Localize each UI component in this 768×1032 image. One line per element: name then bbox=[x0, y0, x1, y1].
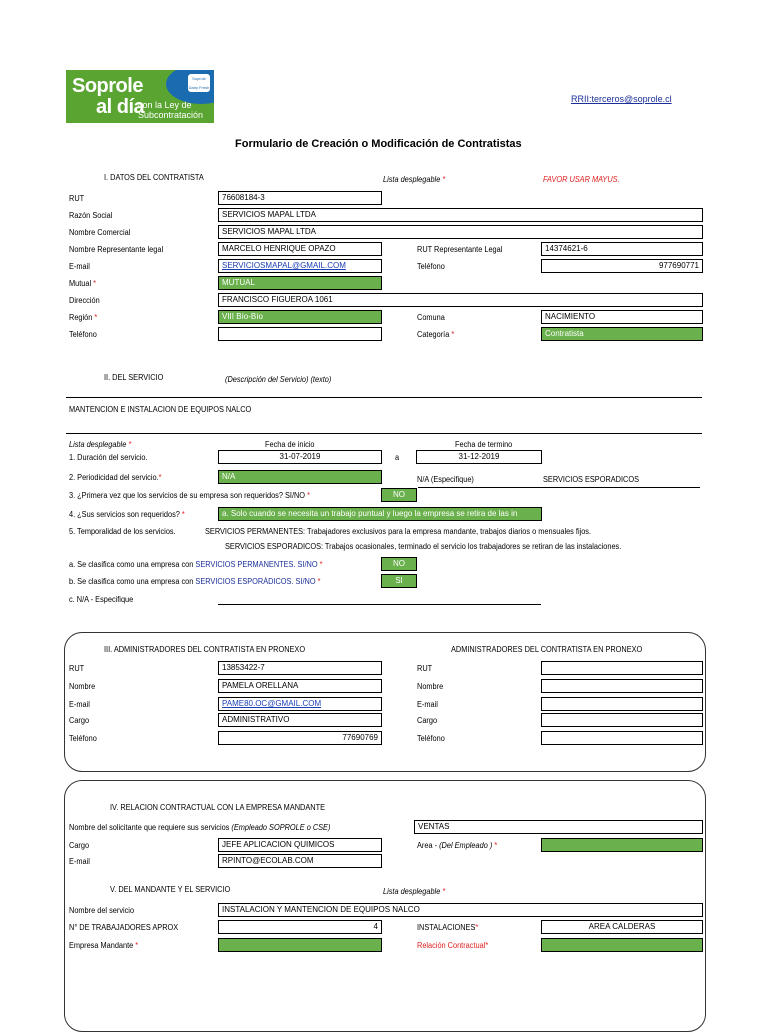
admin-rut-label: RUT bbox=[69, 664, 85, 673]
admin2-email-field[interactable] bbox=[541, 697, 703, 711]
admin2-rut-label: RUT bbox=[417, 664, 433, 673]
rep-legal-field[interactable]: MARCELO HENRIQUE OPAZO bbox=[218, 242, 382, 256]
section3-title-left: III. ADMINISTRADORES DEL CONTRATISTA EN PRONEXO bbox=[104, 645, 306, 654]
qc-input-line[interactable] bbox=[218, 604, 541, 605]
relacion-contractual-label: Relación Contractual* bbox=[417, 941, 489, 950]
iv-email-label: E-mail bbox=[69, 857, 90, 866]
qb-select[interactable]: SI bbox=[381, 574, 417, 588]
direccion-field[interactable]: FRANCISCO FIGUEROA 1061 bbox=[218, 293, 703, 307]
rut-rep-label: RUT Representante Legal bbox=[417, 245, 503, 254]
admin2-nombre-label: Nombre bbox=[417, 682, 444, 691]
fecha-inicio-field[interactable]: 31-07-2019 bbox=[218, 450, 382, 464]
admin-cargo-field[interactable]: ADMINISTRATIVO bbox=[218, 713, 382, 727]
telefono-label: Teléfono bbox=[417, 262, 445, 271]
admin-tel-label: Teléfono bbox=[69, 734, 97, 743]
divider bbox=[418, 487, 700, 488]
rut-label: RUT bbox=[69, 194, 85, 203]
admin2-tel-field[interactable] bbox=[541, 731, 703, 745]
service-description[interactable]: MANTENCION E INSTALACION DE EQUIPOS NALCO bbox=[69, 405, 252, 414]
soprole-logo bbox=[66, 70, 214, 123]
admin-nombre-field[interactable]: PAMELA ORELLANA bbox=[218, 679, 382, 693]
section5-title: V. DEL MANDANTE Y EL SERVICIO bbox=[110, 885, 231, 894]
qc-label: c. N/A - Especifique bbox=[69, 595, 134, 604]
telefono2-label: Teléfono bbox=[69, 330, 97, 339]
fecha-termino-label: Fecha de termino bbox=[455, 440, 513, 449]
esporadicos-text: SERVICIOS ESPORADICOS: Trabajos ocasionales, terminado el servicio los trabajadores se retiran de las instalaciones. bbox=[225, 542, 622, 551]
email-label: E-mail bbox=[69, 262, 90, 271]
admin2-cargo-label: Cargo bbox=[417, 716, 438, 725]
nombre-comercial-field[interactable]: SERVICIOS MAPAL LTDA bbox=[218, 225, 703, 239]
telefono2-field[interactable] bbox=[218, 327, 382, 341]
logo-line2: al día bbox=[96, 96, 145, 118]
form-title: Formulario de Creación o Modificación de Contratistas bbox=[235, 138, 522, 150]
empresa-mandante-label: Empresa Mandante * bbox=[69, 941, 139, 950]
logo-badge: Soprole Dairy Fresh bbox=[188, 76, 210, 90]
admin-email-label: E-mail bbox=[69, 700, 90, 709]
divider bbox=[66, 433, 702, 434]
admin-rut-field[interactable]: 13853422-7 bbox=[218, 661, 382, 675]
fecha-termino-field[interactable]: 31-12-2019 bbox=[416, 450, 542, 464]
mutual-select[interactable]: MUTUAL bbox=[218, 276, 382, 290]
comuna-field[interactable]: NACIMIENTO bbox=[541, 310, 703, 324]
admin-tel-field[interactable]: 77690769 bbox=[218, 731, 382, 745]
nombre-servicio-field[interactable]: INSTALACION Y MANTENCION DE EQUIPOS NALCO bbox=[218, 903, 703, 917]
nombre-servicio-label: Nombre del servicio bbox=[69, 906, 135, 915]
direccion-label: Dirección bbox=[69, 296, 100, 305]
qa-label: a. Se clasifica como una empresa con SERVICIOS PERMANENTES. SI/NO * bbox=[69, 560, 323, 569]
periodicidad-label: 2. Periodicidad del servicio.* bbox=[69, 473, 162, 482]
categoria-label: Categoría * bbox=[417, 330, 455, 339]
qa-select[interactable]: NO bbox=[381, 557, 417, 571]
permanentes-text: SERVICIOS PERMANENTES: Trabajadores exclusivos para la empresa mandante, trabajos diarios o mensuales fijos. bbox=[205, 527, 592, 536]
trabajadores-label: N° DE TRABAJADORES APROX bbox=[69, 923, 179, 932]
relacion-contractual-select[interactable] bbox=[541, 938, 703, 952]
solicitante-label: Nombre del solicitante que requiere sus servicios (Empleado SOPROLE o CSE) bbox=[69, 823, 331, 832]
razon-label: Razón Social bbox=[69, 211, 113, 220]
iv-cargo-label: Cargo bbox=[69, 841, 90, 850]
divider bbox=[66, 397, 702, 398]
q4-select[interactable]: a. Solo cuando se necesita un trabajo puntual y luego la empresa se retira de las in bbox=[218, 507, 542, 521]
trabajadores-field[interactable]: 4 bbox=[218, 920, 382, 934]
instalaciones-field[interactable]: AREA CALDERAS bbox=[541, 920, 703, 934]
categoria-select[interactable]: Contratista bbox=[541, 327, 703, 341]
section1-note: FAVOR USAR MAYUS. bbox=[543, 175, 620, 184]
section2-lista-label: Lista desplegable * bbox=[69, 440, 132, 449]
logo-line1: Soprole bbox=[72, 75, 143, 97]
rep-legal-label: Nombre Representante legal bbox=[69, 245, 164, 254]
fecha-inicio-label: Fecha de inicio bbox=[265, 440, 315, 449]
q3-label: 3. ¿Primera vez que los servicios de su empresa son requeridos? SI/NO * bbox=[69, 491, 310, 500]
section2-title: II. DEL SERVICIO bbox=[104, 373, 164, 382]
section4-title: IV. RELACION CONTRACTUAL CON LA EMPRESA MANDANTE bbox=[110, 803, 325, 812]
section3-title-right: ADMINISTRADORES DEL CONTRATISTA EN PRONEXO bbox=[451, 645, 643, 654]
nombre-comercial-label: Nombre Comercial bbox=[69, 228, 131, 237]
region-label: Región * bbox=[69, 313, 98, 322]
logo-tag2: Subcontratación bbox=[138, 110, 204, 120]
mutual-label: Mutual * bbox=[69, 279, 97, 288]
admin2-rut-field[interactable] bbox=[541, 661, 703, 675]
area-select[interactable] bbox=[541, 838, 703, 852]
qb-label: b. Se clasifica como una empresa con SERVICIOS ESPORÁDICOS. SI/NO * bbox=[69, 577, 321, 586]
section1-lista-label: Lista desplegable * bbox=[383, 175, 446, 184]
instalaciones-label: INSTALACIONES* bbox=[417, 923, 479, 932]
admin-email-field[interactable]: PAME80.OC@GMAIL.COM bbox=[218, 697, 382, 711]
rut-field[interactable]: 76608184-3 bbox=[218, 191, 382, 205]
telefono-field[interactable]: 977690771 bbox=[541, 259, 703, 273]
email-field[interactable]: SERVICIOSMAPAL@GMAIL.COM bbox=[218, 259, 382, 273]
q5-label: 5. Temporalidad de los servicios. bbox=[69, 527, 176, 536]
admin-cargo-label: Cargo bbox=[69, 716, 90, 725]
admin2-email-label: E-mail bbox=[417, 700, 438, 709]
razon-field[interactable]: SERVICIOS MAPAL LTDA bbox=[218, 208, 703, 222]
a-label: a bbox=[395, 453, 400, 462]
section5-lista-label: Lista desplegable * bbox=[383, 887, 446, 896]
iv-cargo-field[interactable]: JEFE APLICACION QUIMICOS bbox=[218, 838, 382, 852]
solicitante-field[interactable]: VENTAS bbox=[414, 820, 703, 834]
iv-email-field[interactable]: RPINTO@ECOLAB.COM bbox=[218, 854, 382, 868]
q4-label: 4. ¿Sus servicios son requeridos? * bbox=[69, 510, 185, 519]
duracion-label: 1. Duración del servicio. bbox=[69, 453, 148, 462]
q3-select[interactable]: NO bbox=[381, 488, 417, 502]
desc-label: (Descripción del Servicio) (texto) bbox=[225, 375, 332, 384]
section1-title: I. DATOS DEL CONTRATISTA bbox=[104, 173, 204, 182]
periodicidad-select[interactable]: N/A bbox=[218, 470, 382, 484]
empresa-mandante-select[interactable] bbox=[218, 938, 382, 952]
admin2-nombre-field[interactable] bbox=[541, 679, 703, 693]
admin-nombre-label: Nombre bbox=[69, 682, 96, 691]
comuna-label: Comuna bbox=[417, 313, 445, 322]
admin2-tel-label: Teléfono bbox=[417, 734, 445, 743]
na-especifique-label: N/A (Especifique) bbox=[417, 475, 474, 484]
rut-rep-field[interactable]: 14374621-6 bbox=[541, 242, 703, 256]
region-select[interactable]: VIII Bío-Bío bbox=[218, 310, 382, 324]
area-label: Area - (Del Empleado ) * bbox=[417, 841, 498, 850]
admin2-cargo-field[interactable] bbox=[541, 713, 703, 727]
logo-tag1: con la Ley de bbox=[138, 100, 192, 110]
na-especifique-value[interactable]: SERVICIOS ESPORADICOS bbox=[543, 475, 639, 484]
contact-email-link[interactable]: RRII:terceros@soprole.cl bbox=[571, 94, 672, 104]
